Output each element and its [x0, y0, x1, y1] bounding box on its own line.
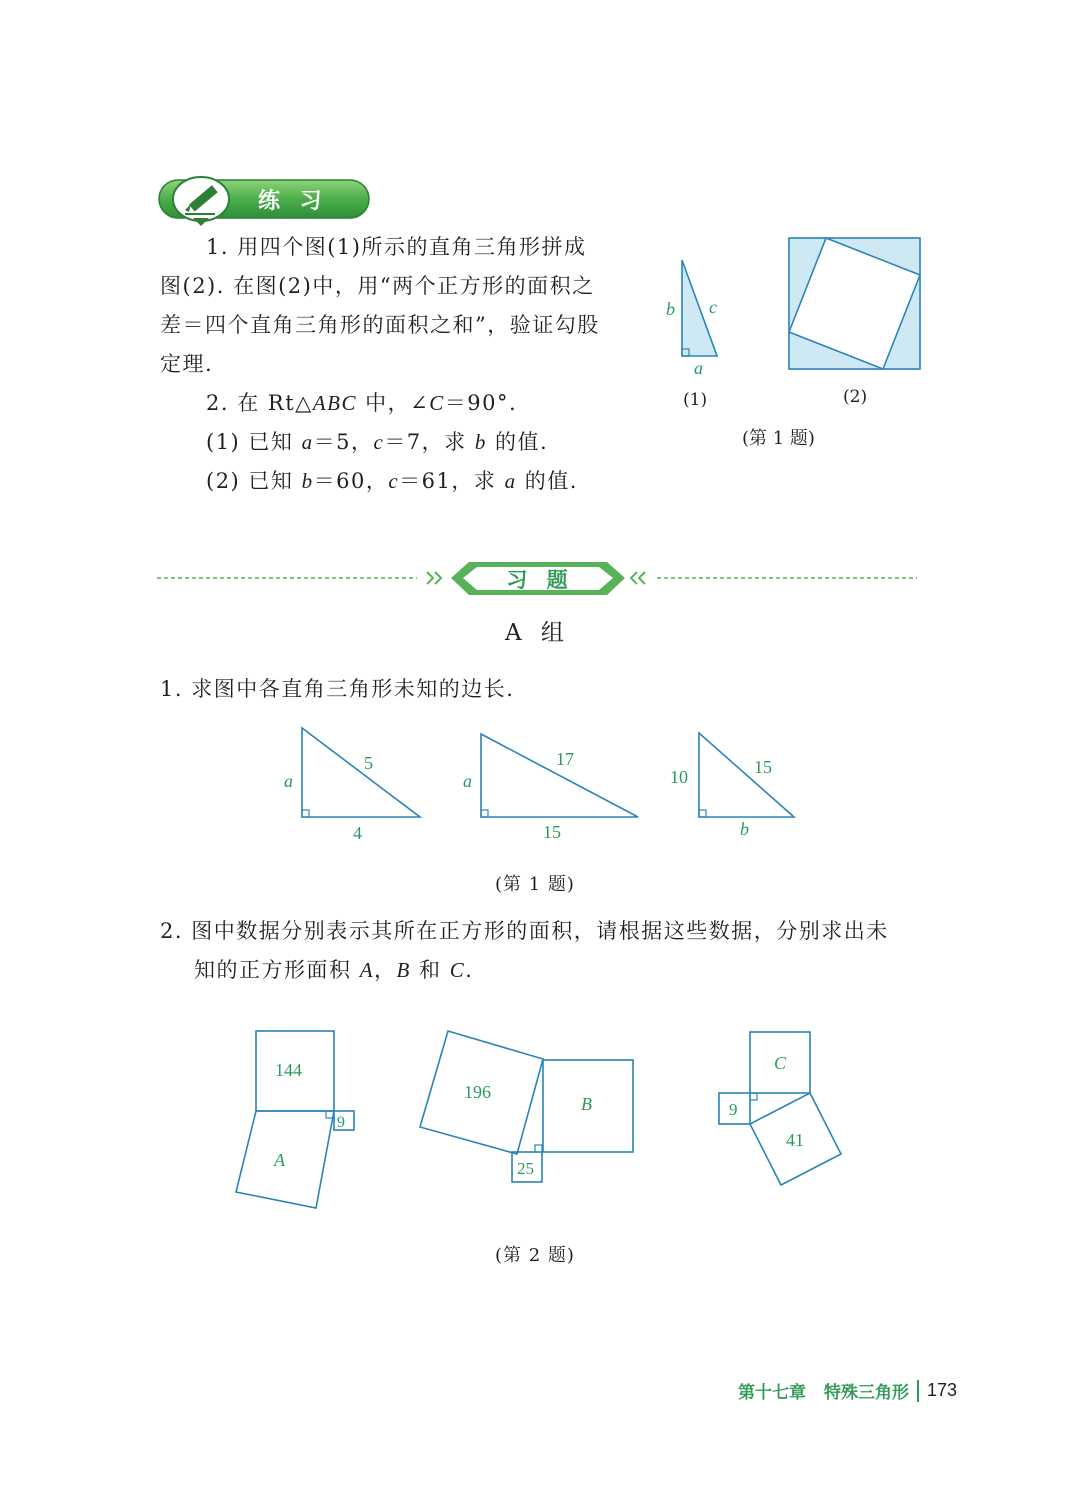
tri3-base: b [740, 819, 749, 839]
footer-chapter: 第十七章 [738, 1383, 806, 1402]
exercise-q1-figures [270, 725, 810, 855]
fig2-caption: (2) [843, 387, 868, 407]
sq3-top-label: C [774, 1053, 787, 1073]
page-number: 173 [927, 1380, 958, 1400]
sq1-bottom-label: A [274, 1150, 285, 1170]
triangle-1 [284, 728, 420, 843]
sq3-small-value: 9 [729, 1100, 738, 1119]
tri3-vertical: 10 [670, 767, 688, 787]
footer-divider [917, 1380, 919, 1402]
practice-q1-line1: 1. 用四个图(1)所示的直角三角形拼成 [206, 235, 587, 259]
sq1-small-value: 9 [337, 1114, 345, 1131]
practice-banner-title: 练 习 [258, 189, 328, 214]
tri-label-a: a [694, 358, 703, 378]
exercise-q2-caption: (第 2 题) [495, 1245, 575, 1266]
right-triangle-figure-1 [666, 260, 717, 378]
exercises-banner-title: 习 题 [506, 568, 574, 592]
practice-q1-line2: 图(2). 在图(2)中，用“两个正方形的面积之 [160, 274, 595, 298]
tri-label-b: b [666, 299, 675, 319]
tri1-hypotenuse: 5 [364, 753, 373, 773]
exercise-q1-caption: (第 1 题) [495, 874, 575, 895]
sq3-bottom-value: 41 [786, 1130, 804, 1150]
tri-label-c: c [709, 297, 717, 317]
footer-chapter-title: 特殊三角形 [824, 1383, 909, 1402]
fig1-caption: (1) [683, 390, 708, 410]
triangle-3 [670, 733, 794, 839]
exercise-q2-figures [220, 1020, 860, 1220]
tri2-hypotenuse: 17 [556, 749, 574, 769]
practice-figure [650, 230, 940, 460]
exercise-q2-line2: 知的正方形面积 A，B 和 C. [194, 958, 474, 982]
tri2-base: 15 [543, 822, 561, 842]
exercise-q2-text [160, 912, 940, 990]
sq2-left-value: 196 [464, 1082, 491, 1102]
practice-q1-line4: 定理. [160, 352, 214, 376]
tri1-base: 4 [353, 823, 362, 843]
sq1-top-value: 144 [275, 1060, 302, 1080]
exercise-q2-line1: 2. 图中数据分别表示其所在正方形的面积，请根据这些数据，分别求出未 [160, 919, 889, 943]
practice-q2-part2: (2) 已知 b＝60，c＝61，求 a 的值. [206, 469, 578, 493]
chevrons-right-icon [631, 572, 645, 584]
practice-q1-line3: 差＝四个直角三角形的面积之和”，验证勾股 [160, 313, 600, 337]
tri2-vertical: a [463, 771, 472, 791]
page-footer [738, 1378, 957, 1403]
practice-text [160, 228, 660, 501]
exercise-q1-text: 1. 求图中各直角三角形未知的边长. [160, 677, 515, 701]
sq2-right-label: B [581, 1094, 592, 1114]
practice-figure-caption: (第 1 题) [742, 428, 815, 449]
practice-q2: 2. 在 Rt△ABC 中，∠C＝90°. [206, 391, 518, 415]
practice-q2-part1: (1) 已知 a＝5，c＝7，求 b 的值. [206, 430, 549, 454]
square-figure-2 [789, 238, 920, 369]
tri3-hypotenuse: 15 [754, 757, 772, 777]
tri1-vertical: a [284, 771, 293, 791]
chevrons-left-icon [427, 572, 441, 584]
triangle-2 [463, 734, 638, 842]
sq2-small-value: 25 [517, 1159, 534, 1178]
group-title: A 组 [505, 620, 570, 646]
